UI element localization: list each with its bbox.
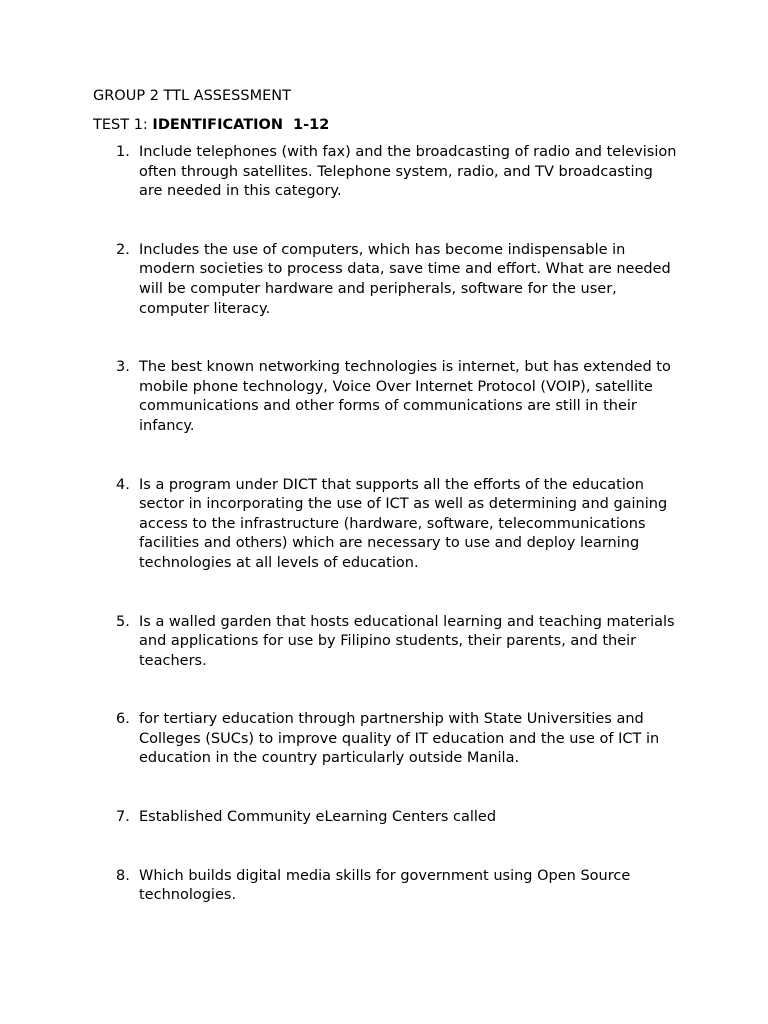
- test-heading: [93, 115, 678, 135]
- question-text: Includes the use of computers, which has become indispensable in modern societies to process data, save time and effort. What are needed will be computer hardware and peripherals, software for the user, computer literacy.: [139, 241, 671, 317]
- question-number: 4.: [116, 476, 130, 493]
- document-title: GROUP 2 TTL ASSESSMENT: [93, 88, 291, 104]
- question-number: 7.: [116, 809, 130, 826]
- test-name: IDENTIFICATION 1-12: [152, 117, 330, 133]
- test-label: TEST 1:: [93, 117, 153, 133]
- question-item: [93, 710, 678, 769]
- question-item: [93, 808, 678, 828]
- question-number: 3.: [116, 359, 130, 376]
- question-text: for tertiary education through partnership with State Universities and Colleges (SUCs) to improve quality of IT education and the use of ICT in education in the country particularly outside Manila.: [139, 711, 660, 767]
- question-list: [93, 143, 678, 906]
- question-text: Established Community eLearning Centers called: [139, 809, 497, 826]
- question-text: Is a program under DICT that supports all the efforts of the education sector in incorporating the use of ICT as well as determining and gaining access to the infrastructure (hardware, software, telecommunications facilities and others) which are necessary to use and deploy learning technologies at all levels of education.: [139, 476, 668, 571]
- question-text: Is a walled garden that hosts educational learning and teaching materials and applications for use by Filipino students, their parents, and their teachers.: [139, 613, 675, 669]
- question-item: [93, 613, 678, 672]
- question-text: The best known networking technologies is internet, but has extended to mobile phone technology, Voice Over Internet Protocol (VOIP), satellite communications and other forms of communications are still in their infancy.: [139, 359, 671, 434]
- question-number: 6.: [116, 711, 130, 728]
- question-number: 5.: [116, 613, 130, 630]
- question-item: [93, 358, 678, 436]
- question-text: Include telephones (with fax) and the broadcasting of radio and television often through satellites. Telephone system, radio, and TV broadcasting are needed in this category.: [139, 144, 677, 200]
- question-text: Which builds digital media skills for government using Open Source technologies.: [139, 867, 631, 904]
- question-item: [93, 476, 678, 574]
- question-number: 1.: [116, 144, 130, 160]
- question-number: 2.: [116, 241, 130, 258]
- question-number: 8.: [116, 867, 130, 884]
- question-item: [93, 143, 678, 202]
- question-item: [93, 867, 678, 906]
- question-item: [93, 241, 678, 319]
